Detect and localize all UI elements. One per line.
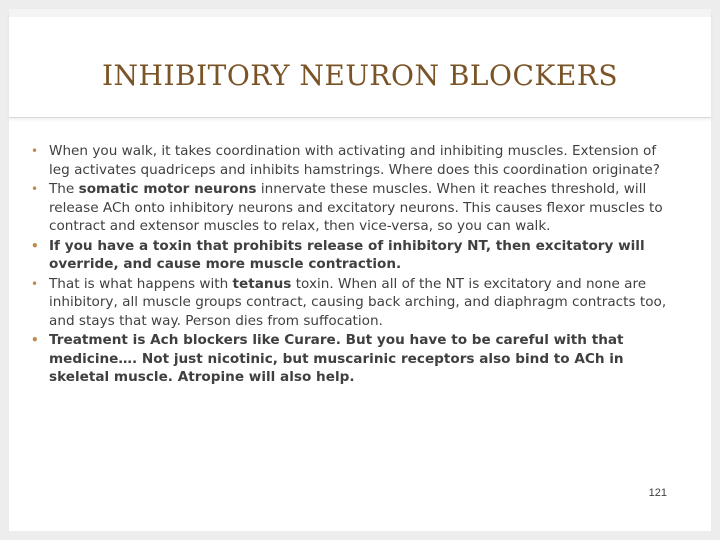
bullet-text-bold: somatic motor neurons xyxy=(78,181,257,197)
bullet-text-post: innervate these muscles. When it reaches threshold, will release ACh onto inhibitory neurons and excitatory neurons. This causes flexor muscles to contract and extensor muscles to relax, then vice-versa, so you can walk. xyxy=(49,181,663,234)
bullet-dot-icon: • xyxy=(31,238,39,253)
bullet-text-pre: The xyxy=(49,181,79,197)
bullet-text-post: toxin. When all of the NT is excitatory and none are inhibitory, all muscle groups contract, causing back arching, and diaphragm contracts too, and stays that way. Person dies from suffocation. xyxy=(49,275,667,329)
bullet-item xyxy=(29,237,679,274)
bullet-text: When you walk, it takes coordination with activating and inhibiting muscles. Extension of leg activates quadriceps and inhibits hamstrings. Where does this coordination originate? xyxy=(49,143,661,178)
bullet-dot-icon: • xyxy=(31,333,39,347)
page-number: 121 xyxy=(648,487,667,499)
bullet-item xyxy=(29,275,679,331)
bullet-dot-icon: • xyxy=(31,144,39,158)
bullet-text: If you have a toxin that prohibits release of inhibitory NT, then excitatory will override, and cause more muscle contraction. xyxy=(49,237,645,272)
slide xyxy=(9,9,711,531)
bullet-dot-icon: • xyxy=(31,276,39,291)
bullet-text: Treatment is Ach blockers like Curare. But you have to be careful with that medicine…. Not just nicotinic, but muscarinic receptors also bind to ACh in skeletal muscle. Atropine will also help. xyxy=(49,332,624,385)
title-accent-bar xyxy=(9,9,711,17)
bullet-item xyxy=(29,331,679,387)
bullet-list xyxy=(29,142,679,388)
bullet-text-bold: tetanus xyxy=(232,275,292,292)
title-band xyxy=(9,9,711,118)
bullet-item xyxy=(29,180,679,236)
bullet-item xyxy=(29,142,679,179)
bullet-dot-icon: • xyxy=(31,182,39,196)
slide-title: INHIBITORY NEURON BLOCKERS xyxy=(101,59,619,92)
bullet-text-pre: That is what happens with xyxy=(49,275,233,292)
